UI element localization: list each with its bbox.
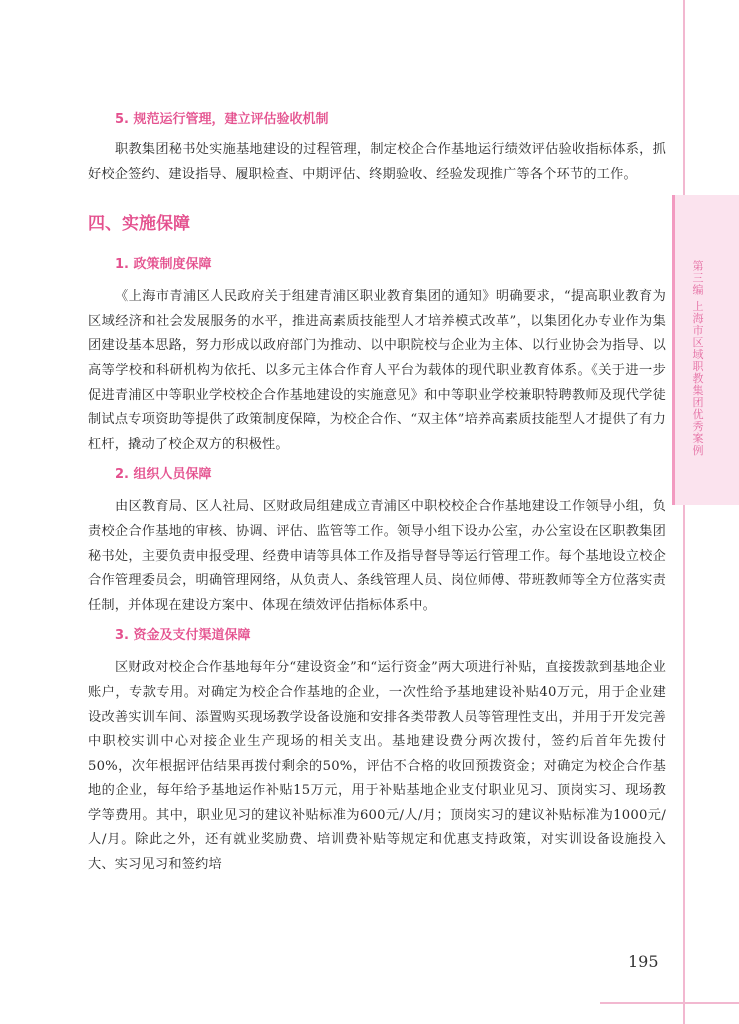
part-4-heading: 四、实施保障 — [88, 214, 190, 235]
policy-paragraph: 《上海市青浦区人民政府关于组建青浦区职业教育集团的通知》明确要求，“提高职业教育为区域经济和社会发展服务的水平，推进高素质技能型人才培养模式改革”，以集团化办专业作为集团建设基本思路，努力形成以政府部门为推动、以中职院校与企业为主体、以行业协会为指导、以高等学校和科研机构为依托、以多元主体合作育人平台为载体的现代职业教育体系。《关于进一步促进青浦区中等职业学校校企合作基地建设的实施意见》和中等职业学校兼职特聘教师及现代学徒制试点专项资助等提供了政策制度保障，为校企合作、“双主体”培养高素质技能型人才提供了有力杠杆，撬动了校企双方的积极性。 — [88, 289, 666, 452]
organization-heading: 2. 组织人员保障 — [115, 467, 212, 483]
side-section-tab — [672, 195, 739, 505]
funding-heading: 3. 资金及支付渠道保障 — [115, 628, 251, 644]
section-5-paragraph: 职教集团秘书处实施基地建设的过程管理，制定校企合作基地运行绩效评估验收指标体系，抓好校企签约、建设指导、履职检查、中期评估、终期验收、经验发现推广等各个环节的工作。 — [88, 142, 666, 182]
page-number: 195 — [628, 952, 659, 971]
margin-rule-line — [683, 0, 685, 1024]
section-5-heading: 5. 规范运行管理，建立评估验收机制 — [115, 112, 329, 127]
organization-paragraph: 由区教育局、区人社局、区财政局组建成立青浦区中职校校企合作基地建设工作领导小组，负责校企合作基地的审核、协调、评估、监管等工作。领导小组下设办公室，办公室设在区职教集团秘书处，主要负责申报受理、经费申请等具体工作及指导督导等运行管理工作。每个基地设立校企合作管理委员会，明确管理网络，从负责人、条线管理人员、岗位师傅、带班教师等全方位落实责任制，并体现在建设方案中、体现在绩效评估指标体系中。 — [88, 499, 666, 613]
side-section-label: 第三编 上海市区域职教集团优秀案例 — [691, 260, 704, 457]
page-content — [88, 110, 666, 878]
footer-rule-line — [600, 1002, 739, 1004]
policy-heading: 1. 政策制度保障 — [115, 257, 212, 273]
funding-paragraph: 区财政对校企合作基地每年分“建设资金”和“运行资金”两大项进行补贴，直接拨款到基地企业账户，专款专用。对确定为校企合作基地的企业，一次性给予基地建设补贴40万元，用于企业建设改善实训车间、添置购买现场教学设备设施和安排各类带教人员等管理性支出，并用于开发完善中职校实训中心对接企业生产现场的相关支出。基地建设费分两次拨付，签约后首年先拨付50%，次年根据评估结果再拨付剩余的50%，评估不合格的收回预拨资金；对确定为校企合作基地的企业，每年给予基地运作补贴15万元，用于补贴基地企业支付职业见习、顶岗实习、现场教学等费用。其中，职业见习的建议补贴标准为600元/人/月；顶岗实习的建议补贴标准为1000元/人/月。除此之外，还有就业奖励费、培训费补贴等规定和优惠支持政策，对实训设备设施投入大、实习见习和签约培 — [88, 660, 666, 873]
